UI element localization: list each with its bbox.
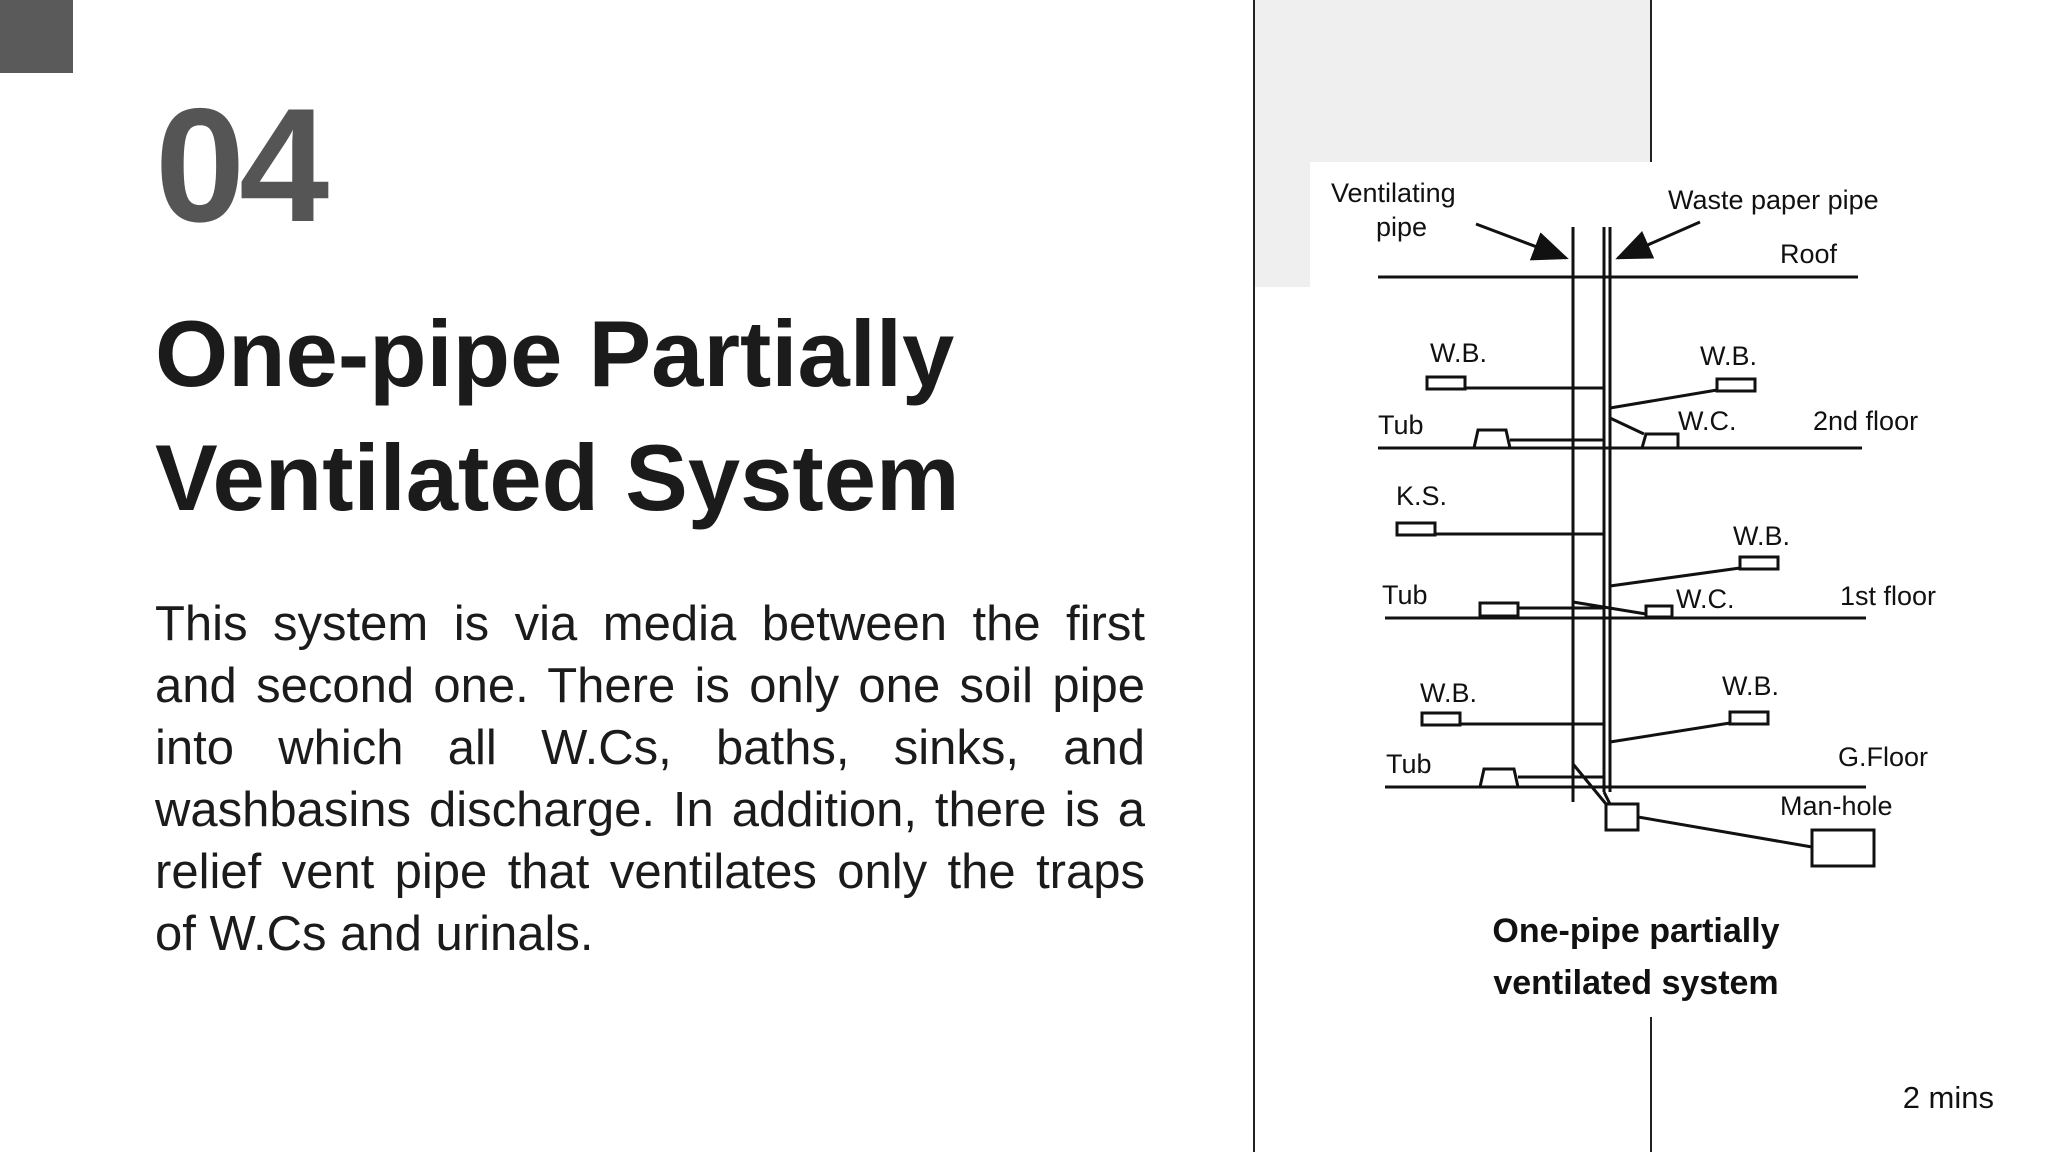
left-divider-line xyxy=(1253,0,1255,1152)
water-closet-2f xyxy=(1642,434,1678,448)
wash-basin-2f-right xyxy=(1717,379,1755,391)
tub-2f xyxy=(1474,430,1510,448)
label-tub-2f: Tub xyxy=(1378,410,1424,440)
diagram-caption-line2: ventilated system xyxy=(1493,964,1779,1002)
water-closet-1f xyxy=(1646,606,1672,617)
ventilating-arrow xyxy=(1476,224,1566,258)
wash-basin-g-left xyxy=(1422,713,1460,725)
label-ks: K.S. xyxy=(1396,481,1448,511)
label-waste-paper-pipe: Waste paper pipe xyxy=(1668,185,1879,215)
label-2nd-floor: 2nd floor xyxy=(1813,406,1919,436)
plumbing-diagram xyxy=(1310,162,2000,1017)
label-wc-1f: W.C. xyxy=(1676,584,1735,614)
label-man-hole: Man-hole xyxy=(1780,791,1893,821)
label-tub-1f: Tub xyxy=(1382,580,1428,610)
label-1st-floor: 1st floor xyxy=(1840,581,1937,611)
label-wb-2f-right: W.B. xyxy=(1700,341,1758,371)
label-wc-2f: W.C. xyxy=(1678,406,1737,436)
inspection-chamber xyxy=(1606,804,1638,830)
kitchen-sink xyxy=(1397,523,1435,535)
wash-basin-2f-left xyxy=(1427,377,1465,389)
wash-basin-g-right xyxy=(1730,712,1768,724)
manhole-box xyxy=(1812,830,1874,866)
diagram-caption-line1: One-pipe partially xyxy=(1492,912,1780,950)
tub-1f xyxy=(1480,603,1518,616)
corner-accent-square xyxy=(0,0,73,73)
slide-title: One-pipe Partially Ventilated System xyxy=(155,301,960,530)
label-g-floor: G.Floor xyxy=(1838,742,1929,772)
plumbing-diagram-svg xyxy=(1310,162,2000,1017)
wash-basin-1f-right xyxy=(1740,557,1778,569)
duration-label: 2 mins xyxy=(1902,1080,1994,1115)
label-wb-g-right: W.B. xyxy=(1722,671,1780,701)
label-wb-g-left: W.B. xyxy=(1420,678,1478,708)
label-tub-g: Tub xyxy=(1386,749,1432,779)
label-wb-1f-right: W.B. xyxy=(1733,521,1791,551)
tub-g xyxy=(1480,769,1518,787)
label-ventilating-pipe: pipe xyxy=(1376,212,1428,242)
slide-body-text: This system is via media between the first and second one. There is only one soil pipe into which all W.Cs, baths, sinks, and washbasins discharge. In addition, there is a relief vent pipe that ventilates only the traps of W.Cs and urinals. xyxy=(155,597,1145,961)
label-wb-2f-left: W.B. xyxy=(1430,338,1488,368)
label-roof: Roof xyxy=(1780,239,1838,269)
waste-pipe-arrow xyxy=(1618,222,1700,258)
label-ventilating: Ventilating xyxy=(1331,178,1456,208)
section-number: 04 xyxy=(155,75,324,256)
